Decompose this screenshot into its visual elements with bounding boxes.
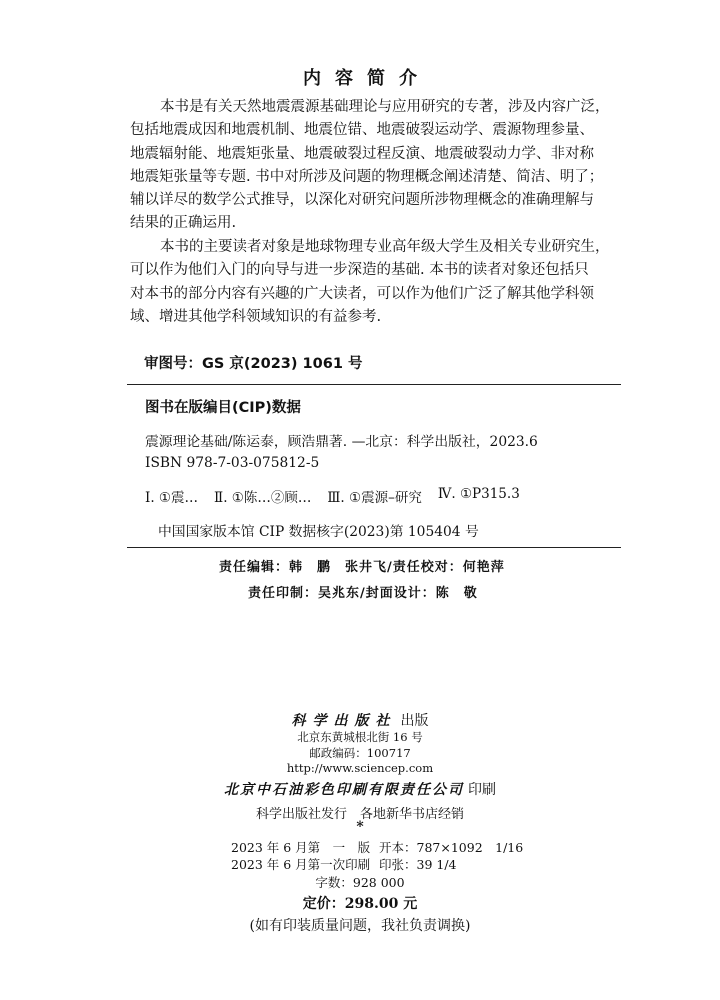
intro-line: 地震矩张量等专题. 书中对所涉及问题的物理概念阐述清楚、简洁、明了；	[130, 168, 604, 185]
divider-top	[127, 384, 621, 385]
credits-production: 责任印制：吴兆东/封面设计：陈 敬	[248, 586, 478, 601]
printer-line	[0, 779, 720, 799]
intro-line: 地震辐射能、地震矩张量、地震破裂过程反演、地震破裂动力学、非对称	[130, 145, 594, 162]
credits-editors: 责任编辑：韩 鹏 张井飞/责任校对：何艳萍	[219, 560, 505, 575]
intro-line: 本书是有关天然地震震源基础理论与应用研究的专著，涉及内容广泛，	[160, 99, 610, 115]
cip-class-item: Ⅳ. ①P315.3	[437, 486, 520, 502]
quality-note: (如有印装质量问题，我社负责调换)	[249, 918, 471, 934]
publisher-suffix: 出版	[400, 713, 429, 729]
intro-line: 包括地震成因和地震机制、地震位错、地震破裂运动学、震源物理参量、	[130, 122, 594, 139]
cip-bibliographic-line: 震源理论基础/陈运泰，顾浩鼎著. —北京：科学出版社，2023.6	[145, 434, 538, 450]
printing-row	[231, 855, 457, 873]
intro-line: 可以作为他们入门的向导与进一步深造的基础. 本书的读者对象还包括只	[130, 262, 589, 279]
intro-line: 域、增进其他学科领域知识的有益参考.	[130, 308, 382, 325]
cip-classification	[145, 486, 520, 506]
publisher-postcode: 邮政编码：100717	[309, 746, 411, 760]
distribution-line: 科学出版社发行 各地新华书店经销	[255, 807, 464, 822]
intro-line: 结果的正确运用.	[130, 215, 237, 232]
divider-bottom	[127, 547, 621, 548]
printer-name: 北京中石油彩色印刷有限责任公司	[224, 782, 464, 798]
price: 定价：298.00 元	[302, 896, 418, 912]
word-count: 字数：928 000	[315, 875, 405, 890]
cip-class-item: Ⅱ. ①陈…②顾…	[214, 490, 312, 506]
review-number: 审图号：GS 京(2023) 1061 号	[144, 356, 363, 372]
edition: 2023 年 6 月第 一 版	[231, 840, 371, 855]
printing: 2023 年 6 月第一次印刷	[231, 857, 371, 872]
cip-heading: 图书在版编目(CIP)数据	[145, 400, 301, 416]
intro-line: 本书的主要读者对象是地球物理专业高年级大学生及相关专业研究生，	[160, 239, 610, 255]
printer-suffix: 印刷	[468, 782, 496, 798]
cip-isbn: ISBN 978-7-03-075812-5	[145, 455, 320, 471]
publisher-name: 科学出版社	[291, 713, 397, 729]
cip-class-item: Ⅰ. ①震…	[145, 490, 199, 506]
cip-number: 中国国家版本馆 CIP 数据核字(2023)第 105404 号	[158, 524, 479, 540]
cip-class-item: Ⅲ. ①震源–研究	[327, 490, 422, 506]
intro-title: 内容简介	[303, 68, 431, 89]
book-format: 开本：787×1092 1/16	[379, 840, 524, 855]
separator-star: *	[356, 819, 364, 835]
intro-paragraph-1	[130, 96, 610, 236]
edition-row	[231, 838, 523, 856]
printed-sheets: 印张：39 1/4	[379, 857, 457, 872]
intro-line: 辅以详尽的数学公式推导，以深化对研究问题所涉物理概念的准确理解与	[130, 192, 594, 209]
intro-paragraph-2	[130, 236, 610, 329]
publisher-address: 北京东黄城根北街 16 号	[297, 730, 423, 744]
intro-line: 对本书的部分内容有兴趣的广大读者，可以作为他们广泛了解其他学科领	[130, 285, 594, 302]
publisher-line	[0, 710, 720, 730]
publisher-url: http://www.sciencep.com	[286, 761, 434, 775]
